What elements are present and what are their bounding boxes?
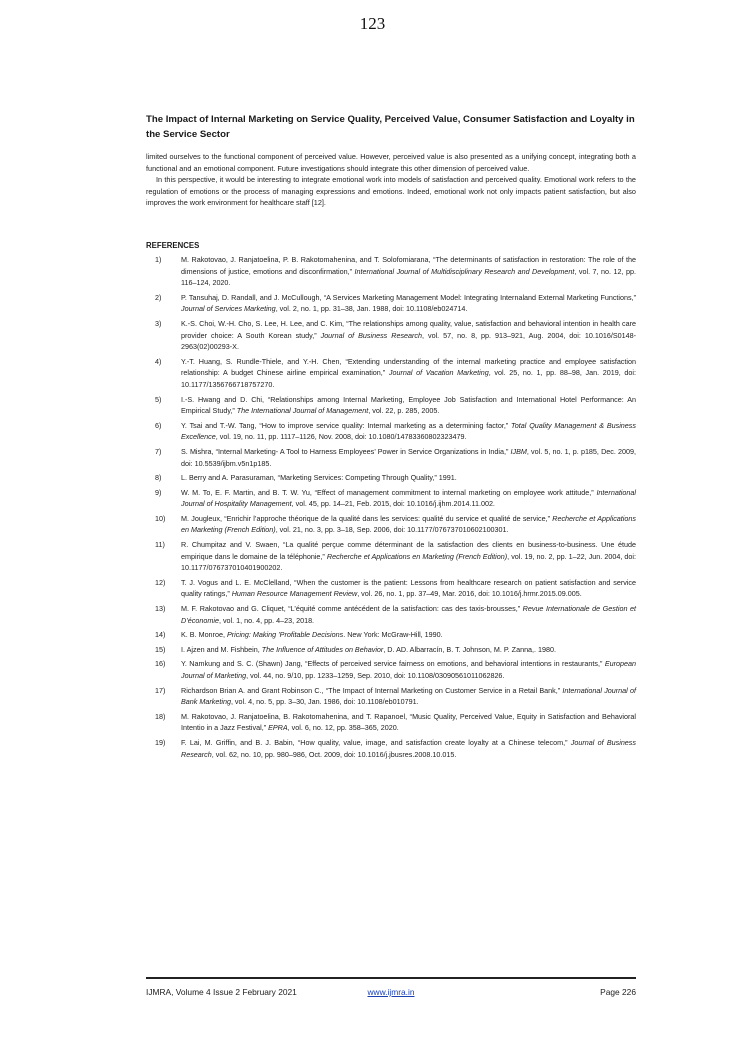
- reference-text: K. B. Monroe,: [181, 630, 227, 640]
- reference-item: [146, 644, 636, 656]
- reference-text: M. Jougleux, “Enrichir l’approche théorique de la qualité dans les services: qualité du service et qualité de service,”: [181, 513, 553, 523]
- reference-number: 10): [155, 513, 166, 523]
- reference-venue: Pricing: Making ’Profitable Decisions: [226, 630, 344, 640]
- reference-text: M. Rakotovao, J. Ranjatoelina, B. Rakotomahenina, and T. Rapanoel, “Music Quality, Perceived Value, Equity in Satisfaction and Behavioral Intentio in a Jazz Festival,”: [181, 711, 636, 733]
- reference-details: , vol. 57, no. 8, pp. 913–921, Aug. 2004, doi: 10.1016/S0148-2963(02)00293-X.: [181, 330, 637, 352]
- body-paragraph: limited ourselves to the functional component of perceived value. However, perceived value is also presented as a unifying concept, integrating both a functional and an emotional component. Future investigations should integrate this other dimension of perceived value.: [146, 152, 636, 173]
- reference-venue: Revue Internationale de Gestion et D’économie: [181, 604, 636, 625]
- reference-details: , vol. 6, no. 12, pp. 358–365, 2020.: [287, 723, 399, 733]
- reference-text: P. Tansuhaj, D. Randall, and J. McCullough, “A Services Marketing Management Model: Integrating Internaland External Marketing Functions,”: [181, 292, 636, 302]
- reference-item: [146, 394, 636, 417]
- reference-number: 11): [155, 540, 165, 550]
- reference-venue: EPRA: [268, 723, 288, 733]
- reference-text: S. Mishra, “Internal Marketing- A Tool to Harness Employees’ Power in Service Organizations in India,”: [181, 446, 511, 456]
- reference-text: M. F. Rakotovao and G. Cliquet, “L’équité comme antécédent de la satisfaction: cas des taxis-brousses,”: [181, 604, 523, 614]
- reference-details: , vol. 7, no. 12, pp. 116–124, 2020.: [181, 266, 636, 288]
- reference-text: T. J. Vogus and L. E. McClelland, “When the customer is the patient: Lessons from healthcare research on patient satisfaction and service quality ratings,”: [181, 577, 636, 599]
- reference-number: 4): [155, 356, 162, 366]
- reference-venue: International Journal of Multidisciplinary Research and Development: [354, 266, 575, 276]
- reference-item: [146, 472, 636, 484]
- reference-text: I.-S. Hwang and D. Chi, “Relationships among Internal Marketing, Employee Job Satisfaction and International Hotel Performance: An Empirical Study,”: [181, 394, 636, 416]
- reference-item: [146, 487, 636, 510]
- reference-venue: IJBM: [510, 446, 527, 456]
- reference-details: , vol. 19, no. 2, pp. 1–22, Jun. 2004, doi: 10.1177/076737010401900202.: [181, 551, 636, 573]
- reference-item: [146, 711, 636, 734]
- reference-text: I. Ajzen and M. Fishbein,: [181, 644, 262, 654]
- reference-details: , D. AD. Albarracín, B. T. Johnson, M. P. Zanna,. 1980.: [383, 644, 557, 654]
- reference-venue: Journal of Business Research: [320, 330, 423, 340]
- reference-item: [146, 737, 636, 760]
- page-number: 123: [359, 14, 386, 33]
- reference-number: 2): [155, 292, 162, 302]
- reference-number: 12): [155, 577, 166, 587]
- reference-details: , vol. 2, no. 1, pp. 31–38, Jan. 1988, doi: 10.1108/eb024714.: [275, 304, 468, 314]
- reference-text: W. M. To, E. F. Martin, and B. T. W. Yu, “Effect of management commitment to internal marketing on employee work attitude,”: [181, 487, 597, 497]
- reference-text: L. Berry and A. Parasuraman, “Marketing Services: Competing Through Quality,” 1991.: [181, 473, 457, 483]
- reference-text: Richardson Brian A. and Grant Robinson C., “The Impact of Internal Marketing on Customer Service in a Retail Bank,”: [181, 685, 563, 695]
- reference-venue: Journal of Vacation Marketing: [388, 368, 489, 378]
- reference-number: 3): [155, 318, 162, 328]
- reference-venue: Human Resource Management Review: [231, 589, 358, 599]
- reference-item: [146, 539, 636, 574]
- reference-details: , vol. 19, no. 11, pp. 1117–1126, Nov. 2008, doi: 10.1080/14783360802323479.: [215, 432, 467, 442]
- reference-number: 13): [155, 604, 166, 614]
- reference-number: 5): [155, 394, 162, 404]
- reference-number: 15): [155, 644, 166, 654]
- references-heading: REFERENCES: [146, 241, 200, 250]
- reference-item: [146, 577, 636, 600]
- reference-text: Y.-T. Huang, S. Rundle-Thiele, and Y.-H. Chen, “Extending understanding of the internal marketing practice and employee satisfaction relationship: A budget Chinese airline empirical examination,”: [181, 356, 636, 378]
- reference-details: , vol. 22, p. 285, 2005.: [368, 406, 440, 416]
- reference-number: 19): [155, 737, 166, 747]
- paper-title: The Impact of Internal Marketing on Service Quality, Perceived Value, Consumer Satisfaction and Loyalty in the Service Sector: [146, 114, 635, 140]
- reference-venue: Recherche et Applications en Marketing (French Edition): [326, 551, 508, 561]
- reference-text: R. Chumpitaz and V. Swaen, “La qualité perçue comme déterminant de la satisfaction des clients en business-to-business. Une étude empirique dans le domaine de la téléphonie,”: [181, 540, 636, 561]
- reference-item: [146, 513, 636, 536]
- reference-details: , vol. 62, no. 10, pp. 980–986, Oct. 2009, doi: 10.1016/j.jbusres.2008.10.015.: [211, 749, 457, 759]
- reference-item: [146, 603, 636, 626]
- reference-item: [146, 318, 636, 353]
- reference-number: 16): [155, 659, 166, 669]
- reference-details: , vol. 45, pp. 14–21, Feb. 2015, doi: 10.1016/j.ijhm.2014.11.002.: [291, 499, 495, 509]
- reference-number: 18): [155, 711, 166, 721]
- reference-venue: Total Quality Management & Business Excellence: [181, 420, 636, 442]
- reference-text: M. Rakotovao, J. Ranjatoelina, P. B. Rakotomahenina, and T. Solofomiarana, “The determinants of satisfaction in restoration: The role of the dimensions of justice, emotions and disconfirmation,”: [181, 255, 636, 276]
- reference-item: [146, 292, 636, 315]
- reference-details: , vol. 25, no. 1, pp. 88–98, Jan. 2019, doi: 10.1177/1356766718757270.: [181, 368, 636, 389]
- reference-text: Y. Tsai and T.-W. Tang, “How to improve service quality: Internal marketing as a determining factor,”: [181, 420, 512, 430]
- reference-details: , vol. 1, no. 4, pp. 4–23, 2018.: [218, 615, 315, 625]
- reference-venue: International Journal of Hospitality Management: [181, 487, 636, 509]
- reference-details: , vol. 44, no. 9/10, pp. 1233–1259, Sep. 2010, doi: 10.1108/03090561011062826.: [246, 671, 505, 680]
- reference-number: 9): [155, 487, 162, 497]
- reference-venue: European Journal of Marketing: [181, 659, 636, 680]
- reference-item: [146, 254, 636, 289]
- reference-item: [146, 629, 636, 641]
- reference-list: [146, 254, 636, 763]
- reference-number: 8): [155, 473, 162, 483]
- body-paragraph: In this perspective, it would be interesting to integrate emotional work into models of satisfaction and perceived quality. Emotional work refers to the regulation of emotions or the process of managing expressions and emotions. Indeed, emotional work not only impacts patient satisfaction, but also improves the work environment for healthcare staff [12].: [146, 175, 636, 208]
- page-footer: [146, 977, 636, 999]
- reference-text: K.-S. Choi, W.-H. Cho, S. Lee, H. Lee, and C. Kim, “The relationships among quality, value, satisfaction and behavioral intention in health care provider choice: A South Korean study,”: [181, 318, 636, 340]
- reference-details: . New York: McGraw-Hill, 1990.: [343, 630, 443, 640]
- reference-number: 7): [155, 446, 162, 456]
- reference-details: , vol. 5, no. 1, p. p185, Dec. 2009, doi: 10.5539/ijbm.v5n1p185.: [181, 446, 636, 468]
- reference-item: [146, 658, 636, 681]
- reference-details: , vol. 4, no. 5, pp. 3–30, Jan. 1986, doi: 10.1108/eb010791.: [230, 697, 419, 707]
- reference-number: 14): [155, 630, 166, 640]
- reference-venue: Journal of Services Marketing: [181, 304, 276, 314]
- reference-text: Y. Namkung and S. C. (Shawn) Jang, “Effects of perceived service fairness on emotions, and behavioral intentions in restaurants,”: [181, 659, 605, 669]
- reference-venue: Journal of Business Research: [181, 737, 636, 759]
- reference-venue: The Influence of Attitudes on Behavior: [261, 644, 384, 654]
- reference-number: 1): [155, 255, 162, 264]
- body-text: [146, 151, 636, 209]
- reference-details: , vol. 26, no. 1, pp. 37–49, Mar. 2016, doi: 10.1016/j.hrmr.2015.09.005.: [357, 589, 582, 599]
- footer-website-link[interactable]: www.ijmra.in: [367, 987, 415, 997]
- reference-text: F. Lai, M. Griffin, and B. J. Babin, “How quality, value, image, and satisfaction create loyalty at a Chinese telecom,”: [181, 737, 571, 747]
- reference-item: [146, 420, 636, 443]
- footer-journal-info: IJMRA, Volume 4 Issue 2 February 2021: [146, 987, 297, 997]
- reference-venue: Recherche et Applications en Marketing (French Edition): [181, 513, 636, 535]
- reference-venue: The International Journal of Management: [236, 406, 369, 416]
- reference-item: [146, 685, 636, 708]
- reference-venue: International Journal of Bank Marketing: [181, 685, 637, 707]
- footer-page-label: Page 226: [600, 987, 636, 997]
- reference-number: 6): [155, 420, 162, 430]
- reference-number: 17): [155, 685, 166, 695]
- reference-item: [146, 356, 636, 391]
- reference-item: [146, 446, 636, 469]
- reference-details: , vol. 21, no. 3, pp. 3–18, Sep. 2006, doi: 10.1177/076737010602100301.: [275, 525, 509, 535]
